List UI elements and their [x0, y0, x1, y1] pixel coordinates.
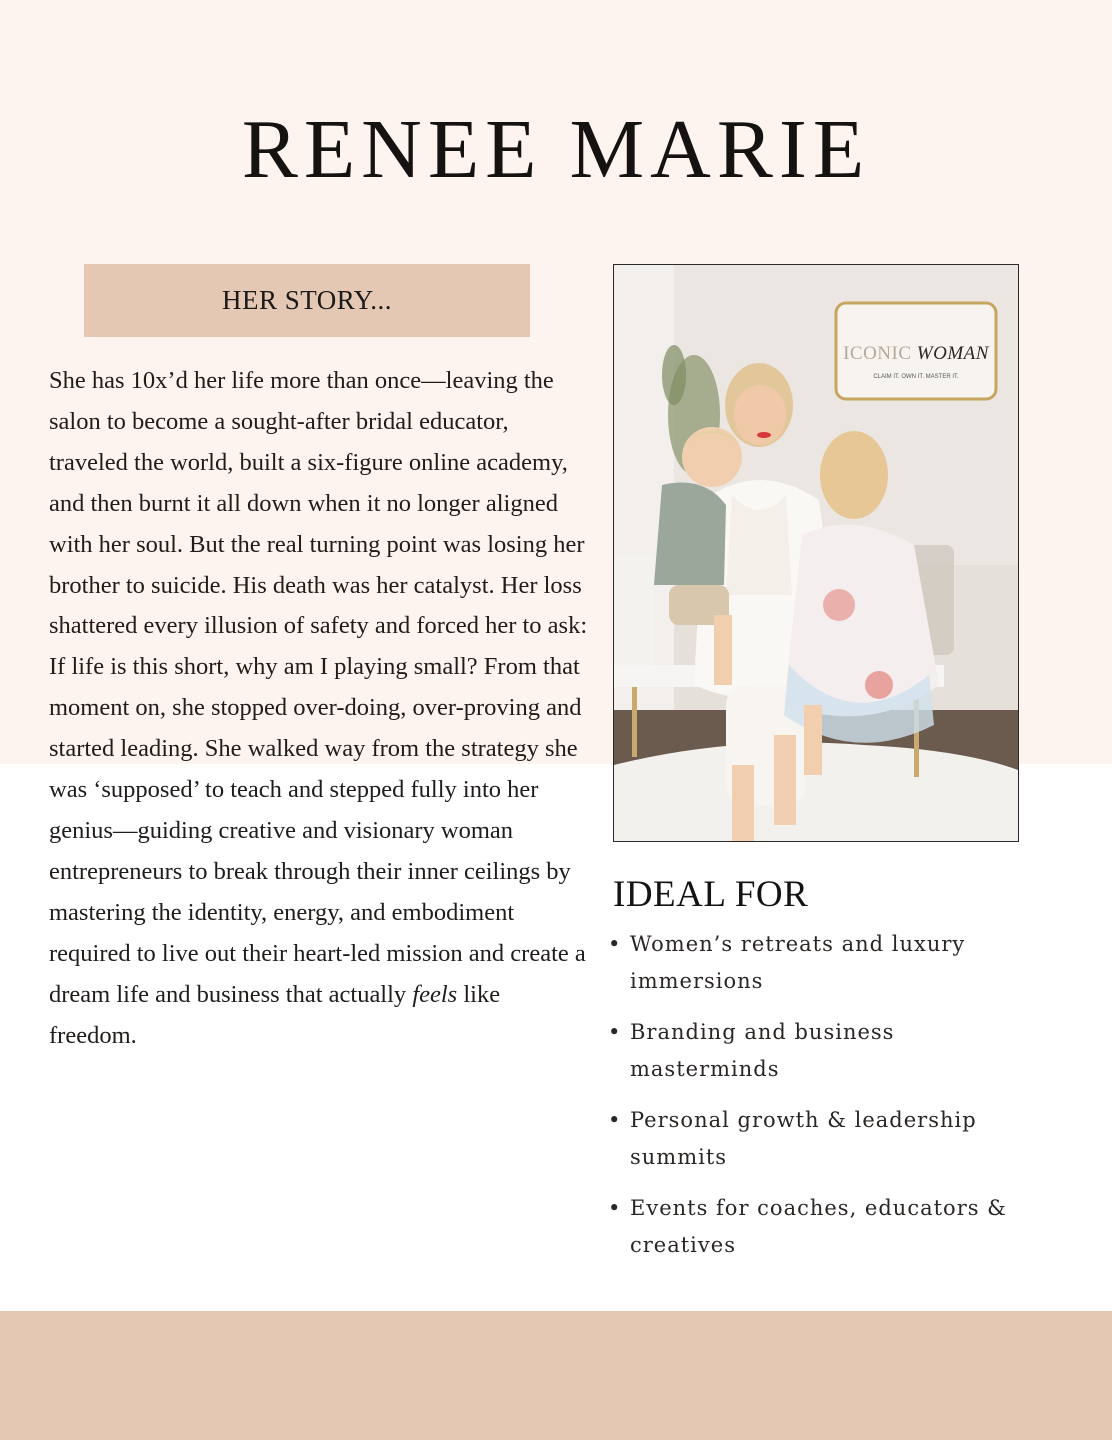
story-paragraph: [49, 361, 589, 1056]
ideal-for-heading: IDEAL FOR: [613, 874, 809, 915]
svg-text:ICONIC WOMAN: [843, 343, 990, 364]
story-heading: HER STORY...: [221, 285, 393, 315]
bullet: •: [608, 1108, 622, 1132]
iconic-woman-sign: [836, 303, 996, 399]
bullet: •: [608, 932, 622, 956]
sign-tagline: CLAIM IT. OWN IT. MASTER IT.: [873, 374, 959, 380]
page-title: RENEE MARIE: [241, 103, 871, 196]
story-text-emphasis: feels: [412, 980, 458, 1008]
sign-title-part1: ICONIC: [843, 343, 912, 364]
story-text-end: like freedom.: [49, 980, 501, 1049]
portrait-photo: [613, 264, 1019, 842]
story-text-main: She has 10x’d her life more than once—leaving the salon to become a sought-after bridal educator, traveled the world, built a six-figure online academy, and then burnt it all down when it no longer aligned with her soul. But the real turning point was losing her brother to suicide. His death was her catalyst. Her loss shattered every illusion of safety and forced her to ask: If life is this short, why am I playing small? From that moment on, she stopped over-doing, over-proving and started leading. She walked way from the strategy she was ‘supposed’ to teach and stepped fully into her genius—guiding creative and visionary woman entrepreneurs to break through their inner ceilings by mastering the identity, energy, and embodiment required to live out their heart-led mission and create a dream life and business that actually: [49, 367, 588, 1008]
list-item: • Women’s retreats and luxury immersions: [608, 926, 1048, 1000]
story-heading-banner: [84, 264, 530, 337]
photo-illustration: [614, 265, 1018, 841]
sign-title-part2: WOMAN: [916, 343, 989, 364]
ideal-for-list: [608, 926, 1048, 1278]
bullet: •: [608, 1196, 622, 1220]
list-item: • Personal growth & leadership summits: [608, 1102, 1048, 1176]
bottom-band: [0, 1311, 1112, 1440]
list-item: • Branding and business masterminds: [608, 1014, 1048, 1088]
bullet: •: [608, 1020, 622, 1044]
list-item: • Events for coaches, educators & creatives: [608, 1190, 1048, 1264]
